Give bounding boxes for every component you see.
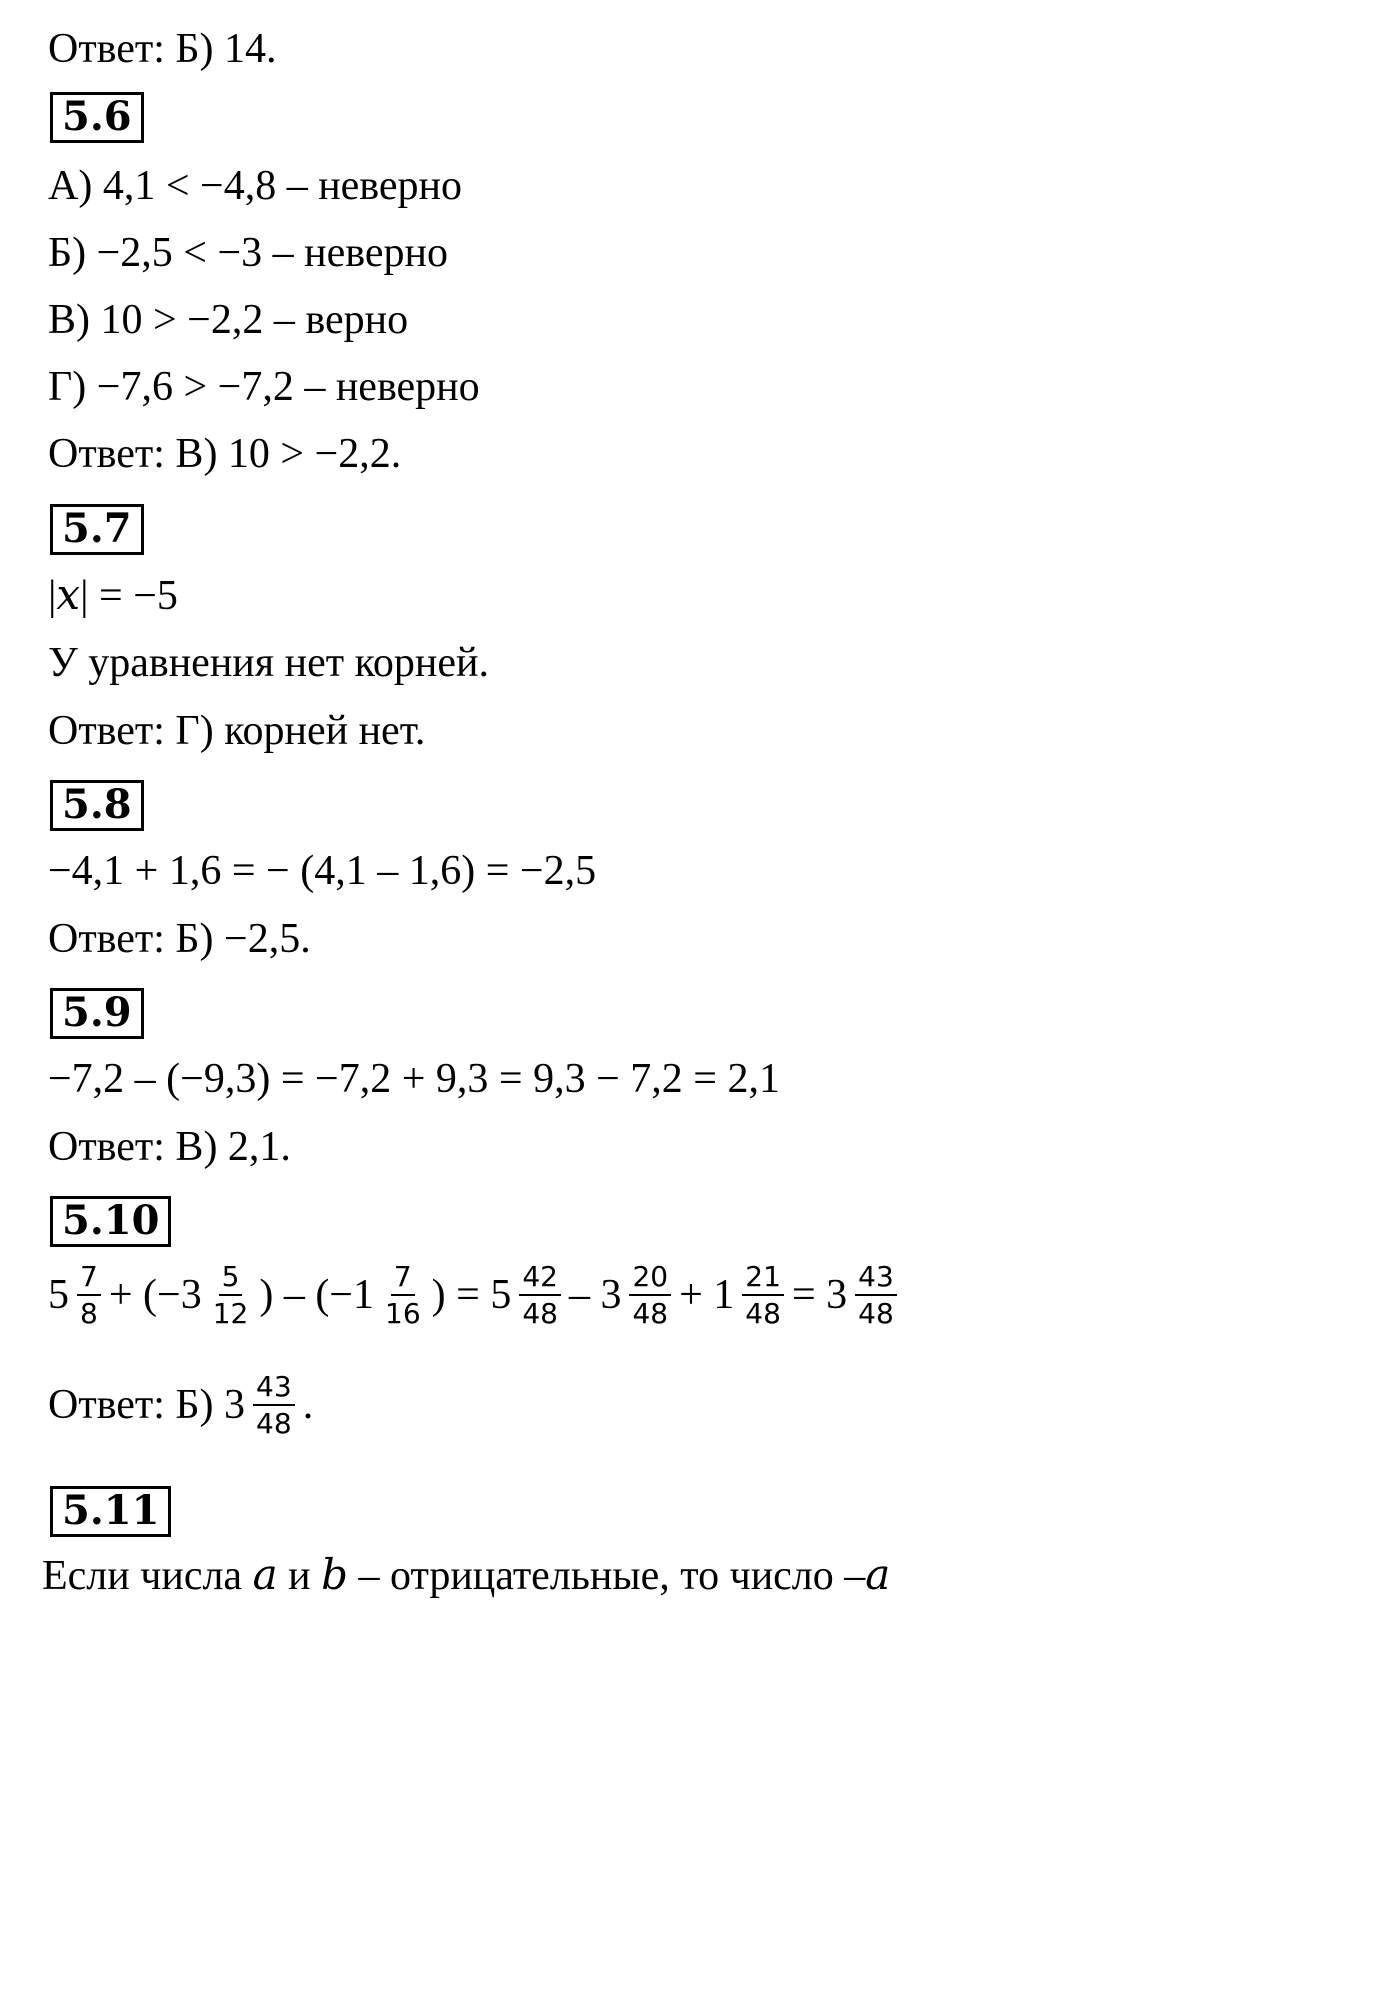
- section-label-5-11: 5.11: [50, 1486, 171, 1537]
- answer-5-10-prefix: Ответ: Б) 3: [48, 1382, 246, 1429]
- variable-a-negated: a: [865, 1550, 891, 1599]
- operator-text-5: + 1: [679, 1272, 735, 1319]
- fraction-2: $\frac{5}{12}$: [212, 1260, 249, 1331]
- previous-answer: Ответ: Б) 14.: [48, 26, 277, 72]
- fraction-1: $\frac{7}{8}$: [77, 1262, 101, 1329]
- section-label-5-8: 5.8: [50, 780, 144, 831]
- answer-5-9: Ответ: В) 2,1.: [48, 1124, 291, 1170]
- answer-5-7: Ответ: Г) корней нет.: [48, 708, 426, 754]
- fraction-7: $\frac{43}{48}$: [855, 1262, 897, 1329]
- equation-5-9: −7,2 – (−9,3) = −7,2 + 9,3 = 9,3 − 7,2 = 2,1: [48, 1056, 780, 1102]
- no-roots-text: У уравнения нет корней.: [48, 640, 489, 686]
- variable-a: a: [252, 1550, 278, 1599]
- fraction-3: $\frac{7}{16}$: [385, 1260, 421, 1331]
- statement-5-11-part-2: и: [277, 1553, 322, 1599]
- statement-5-11-part-1: Если числа: [42, 1553, 253, 1599]
- whole-part-1: 5: [48, 1272, 69, 1319]
- statement-a: А) 4,1 < −4,8 – неверно: [48, 163, 463, 209]
- fraction-5: $\frac{20}{48}$: [629, 1262, 671, 1329]
- section-label-5-10: 5.10: [50, 1196, 171, 1247]
- operator-text-2: ) – (−1: [259, 1272, 374, 1319]
- section-label-5-7: 5.7: [50, 504, 144, 555]
- fraction-4: $\frac{42}{48}$: [519, 1262, 561, 1329]
- statement-5-11-part-3: – отрицательные, то число –: [348, 1553, 866, 1599]
- fraction-6: $\frac{21}{48}$: [742, 1262, 784, 1329]
- equation-5-10: [48, 1262, 905, 1329]
- abs-equation-rhs: = −5: [88, 573, 178, 619]
- operator-text-6: = 3: [791, 1272, 848, 1319]
- variable-b: b: [321, 1550, 348, 1599]
- equation-5-8: −4,1 + 1,6 = − (4,1 – 1,6) = −2,5: [48, 848, 597, 894]
- section-label-5-9: 5.9: [50, 988, 144, 1039]
- operator-text-4: – 3: [568, 1272, 622, 1319]
- answer-5-6: Ответ: В) 10 > −2,2.: [48, 431, 402, 477]
- statement-c: В) 10 > −2,2 – верно: [48, 297, 409, 343]
- abs-equation: |x| = −5: [48, 570, 178, 619]
- answer-5-8: Ответ: Б) −2,5.: [48, 916, 311, 962]
- operator-text-3: ) = 5: [431, 1272, 512, 1319]
- variable-x: x: [56, 570, 81, 619]
- answer-5-10-suffix: .: [302, 1382, 314, 1429]
- answer-fraction: $\frac{43}{48}$: [253, 1372, 295, 1439]
- answer-5-10: [48, 1372, 313, 1439]
- section-label-5-6: 5.6: [50, 92, 144, 143]
- operator-text-1: + (−3: [108, 1272, 202, 1319]
- statement-d: Г) −7,6 > −7,2 – неверно: [48, 364, 480, 410]
- statement-b: Б) −2,5 < −3 – неверно: [48, 230, 448, 276]
- statement-5-11: [42, 1550, 891, 1599]
